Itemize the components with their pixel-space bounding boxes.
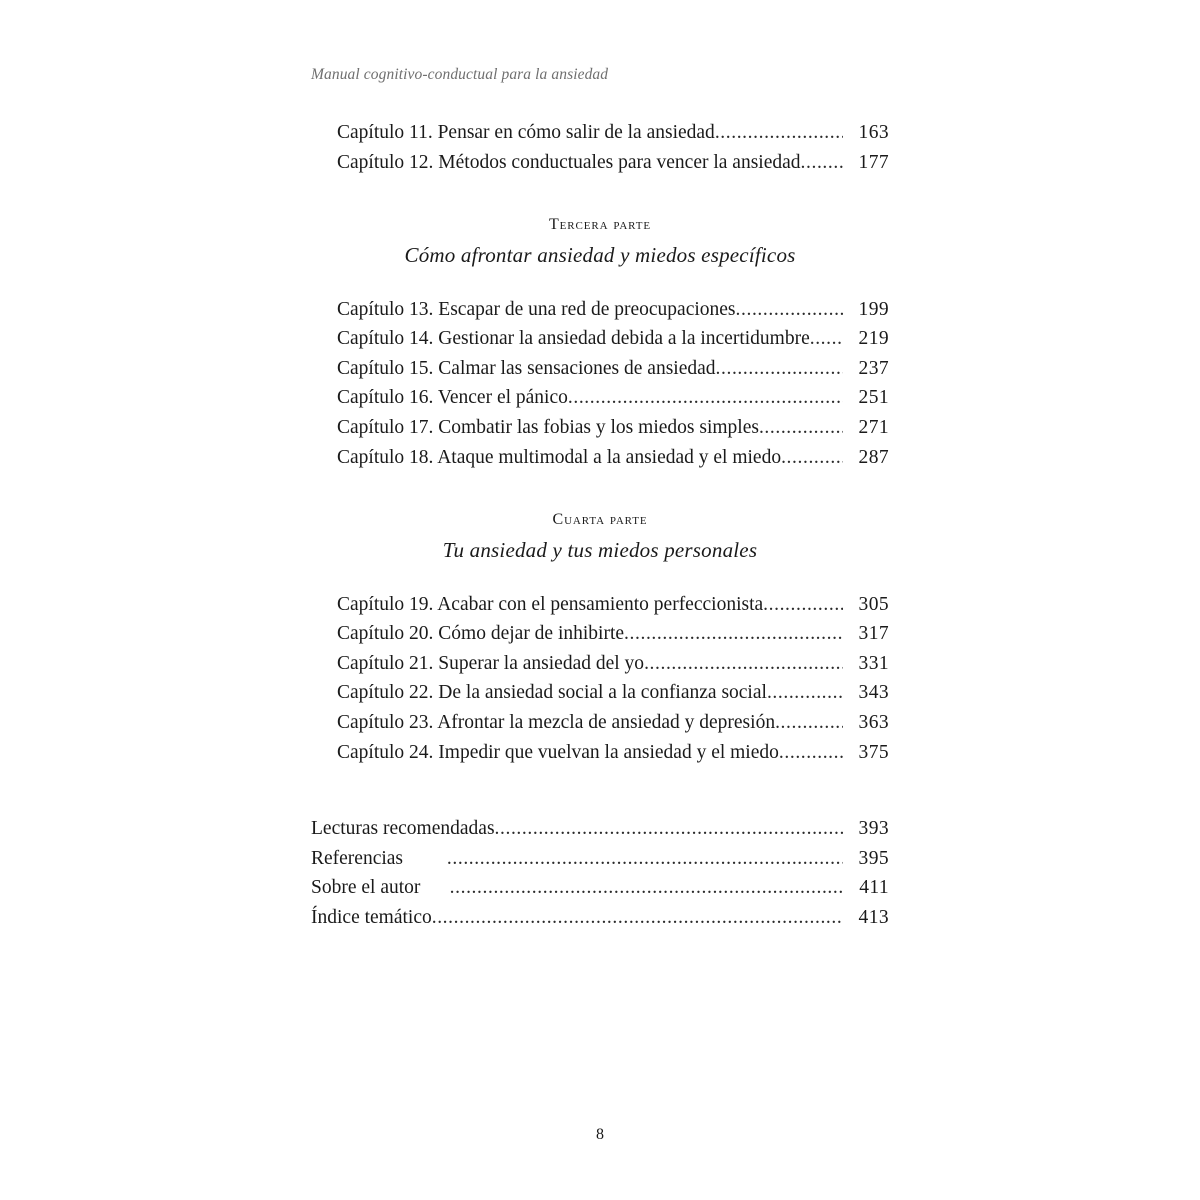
toc-entry-title: Capítulo 22. De la ansiedad social a la confianza social bbox=[337, 682, 767, 704]
toc-entry[interactable] bbox=[337, 649, 889, 679]
toc-entry-page: 305 bbox=[858, 593, 889, 615]
toc-entry-page: 331 bbox=[858, 652, 889, 674]
part-label: Tercera parte bbox=[548, 216, 652, 234]
dot-leader bbox=[775, 708, 843, 738]
dot-leader bbox=[568, 383, 843, 413]
toc-entry-title: Capítulo 16. Vencer el pánico bbox=[337, 387, 568, 409]
toc-entry[interactable] bbox=[337, 738, 889, 768]
dot-leader bbox=[450, 873, 843, 903]
part-heading-tercera-parte bbox=[311, 215, 889, 268]
toc-entry[interactable] bbox=[311, 844, 889, 874]
toc-entry-page: 363 bbox=[858, 712, 889, 733]
part-title: Cómo afrontar ansiedad y miedos específicos bbox=[404, 243, 796, 268]
toc-entry-title: Capítulo 15. Calmar las sensaciones de ansiedad bbox=[337, 357, 716, 379]
dot-leader bbox=[715, 118, 843, 148]
toc-entry-title: Capítulo 20. Cómo dejar de inhibirte bbox=[337, 623, 625, 645]
toc-entry-title: Capítulo 23. Afrontar la mezcla de ansiedad y depresión bbox=[337, 712, 776, 733]
toc-entry-page: 287 bbox=[858, 446, 889, 468]
toc-entry[interactable] bbox=[337, 678, 889, 708]
toc-entry-title: Referencias bbox=[311, 847, 404, 869]
dot-leader bbox=[447, 844, 843, 874]
dot-leader bbox=[779, 738, 843, 768]
page-folio: 8 bbox=[596, 1126, 604, 1143]
toc-entry[interactable] bbox=[337, 118, 889, 148]
toc-entry-title: Capítulo 21. Superar la ansiedad del yo bbox=[337, 652, 645, 674]
toc-entry[interactable] bbox=[337, 590, 889, 620]
dot-leader bbox=[810, 324, 843, 354]
toc-entry-page: 317 bbox=[858, 623, 889, 645]
toc-entry[interactable] bbox=[337, 295, 889, 325]
toc-entry-gap bbox=[403, 844, 447, 874]
dot-leader bbox=[644, 649, 843, 679]
toc-entry[interactable] bbox=[337, 413, 889, 443]
toc-entry-page: 199 bbox=[858, 298, 889, 320]
dot-leader bbox=[767, 678, 843, 708]
dot-leader bbox=[763, 590, 843, 620]
toc-entry-page: 343 bbox=[858, 682, 889, 704]
toc-entry-title: Capítulo 14. Gestionar la ansiedad debida a la incertidumbre bbox=[337, 328, 810, 350]
dot-leader bbox=[801, 148, 843, 178]
toc-entry-title: Capítulo 19. Acabar con el pensamiento perfeccionista bbox=[337, 593, 764, 615]
toc-entry[interactable] bbox=[337, 148, 889, 178]
toc-entry-page: 237 bbox=[858, 357, 889, 379]
dot-leader bbox=[736, 295, 843, 325]
toc-entry-title: Lecturas recomendadas bbox=[311, 818, 495, 840]
dot-leader bbox=[432, 903, 843, 933]
toc-entry-page: 163 bbox=[858, 122, 889, 143]
toc-entry[interactable] bbox=[337, 324, 889, 354]
toc-entry-page: 375 bbox=[858, 741, 889, 763]
dot-leader bbox=[716, 354, 843, 384]
dot-leader bbox=[495, 814, 843, 844]
toc-entry[interactable] bbox=[311, 873, 889, 903]
toc-entry-title: Capítulo 17. Combatir las fobias y los miedos simples bbox=[337, 417, 759, 438]
toc-entry-page: 395 bbox=[858, 847, 889, 869]
dot-leader bbox=[759, 413, 843, 443]
toc-entry[interactable] bbox=[337, 354, 889, 384]
running-head: Manual cognitivo-conductual para la ansiedad bbox=[311, 66, 609, 83]
toc-entry-title: Capítulo 13. Escapar de una red de preocupaciones bbox=[337, 298, 736, 320]
table-of-contents bbox=[311, 118, 889, 933]
dot-leader bbox=[624, 619, 843, 649]
toc-entry-title: Sobre el autor bbox=[311, 877, 421, 899]
toc-entry-title: Capítulo 24. Impedir que vuelvan la ansiedad y el miedo bbox=[337, 741, 779, 763]
toc-entry-gap bbox=[420, 873, 449, 903]
toc-entry[interactable] bbox=[337, 619, 889, 649]
part-heading-cuarta-parte bbox=[311, 510, 889, 563]
toc-group-part-four bbox=[337, 590, 889, 768]
toc-entry-title: Capítulo 18. Ataque multimodal a la ansiedad y el miedo bbox=[337, 446, 782, 468]
toc-entry-title: Capítulo 11. Pensar en cómo salir de la ansiedad bbox=[337, 122, 715, 143]
toc-entry[interactable] bbox=[337, 443, 889, 473]
part-title: Tu ansiedad y tus miedos personales bbox=[442, 538, 758, 563]
toc-entry[interactable] bbox=[311, 814, 889, 844]
toc-entry[interactable] bbox=[337, 708, 889, 738]
toc-entry-page: 219 bbox=[858, 328, 889, 350]
toc-entry-page: 411 bbox=[859, 877, 889, 899]
toc-entry[interactable] bbox=[311, 903, 889, 933]
toc-group-part-three bbox=[337, 295, 889, 473]
toc-group-back-matter bbox=[311, 814, 889, 932]
toc-entry-page: 413 bbox=[858, 906, 889, 928]
toc-entry-title: Índice temático bbox=[311, 906, 432, 928]
part-label: Cuarta parte bbox=[552, 511, 648, 529]
toc-entry-page: 177 bbox=[858, 151, 889, 173]
toc-entry-page: 251 bbox=[858, 387, 889, 409]
dot-leader bbox=[781, 443, 843, 473]
toc-entry-page: 271 bbox=[858, 417, 889, 438]
toc-entry-title: Capítulo 12. Métodos conductuales para vencer la ansiedad bbox=[337, 151, 801, 173]
toc-entry[interactable] bbox=[337, 383, 889, 413]
toc-group-continued-chapters bbox=[337, 118, 889, 177]
toc-entry-page: 393 bbox=[858, 818, 889, 840]
